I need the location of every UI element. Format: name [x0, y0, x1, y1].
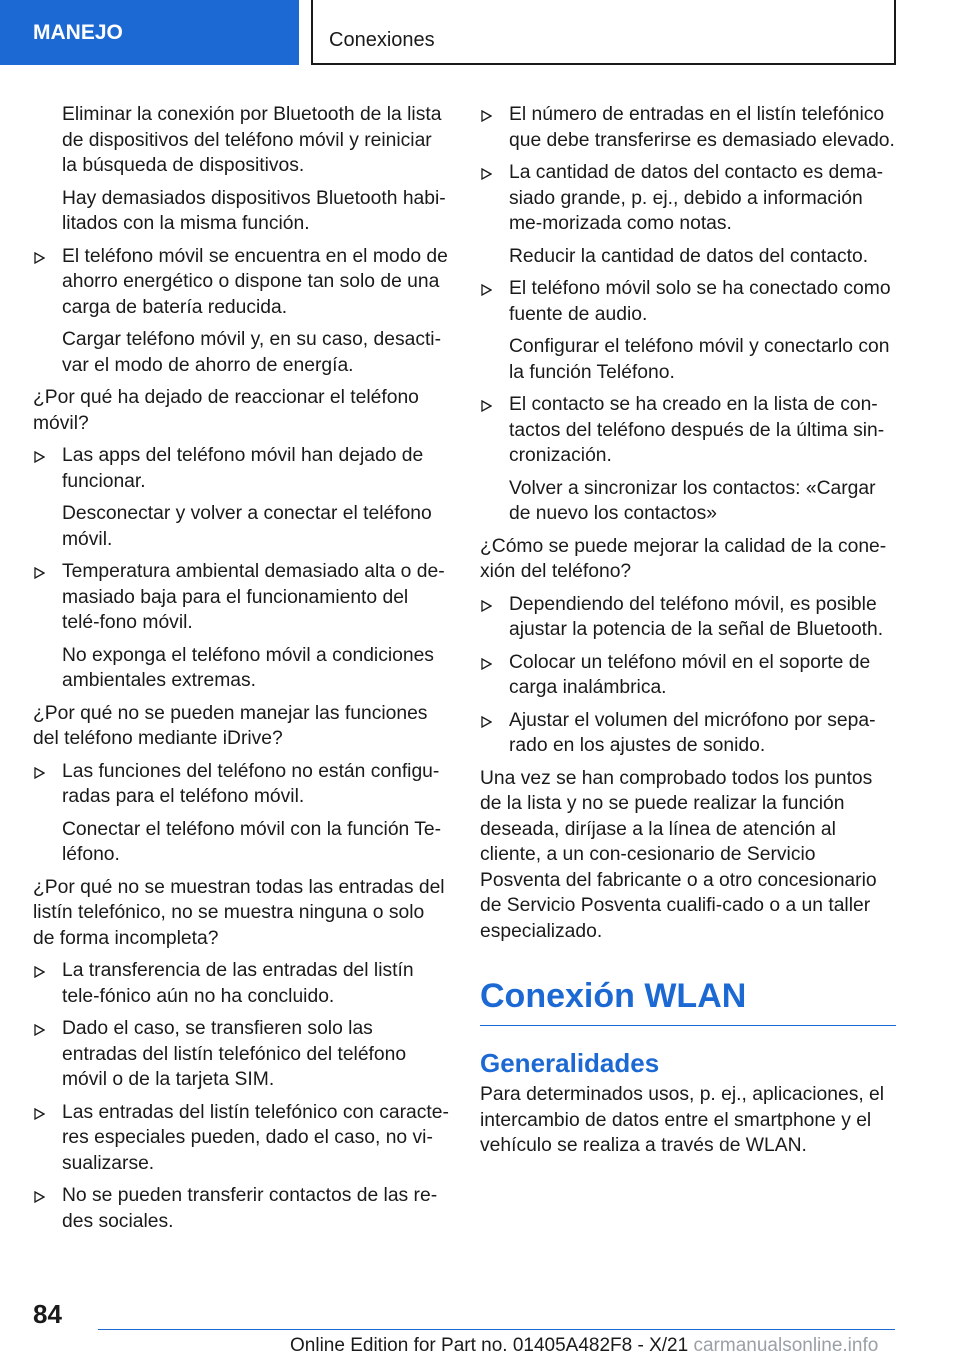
- page-number: 84: [33, 1299, 62, 1329]
- triangle-right-icon: [481, 392, 492, 412]
- bullet-item: [480, 102, 896, 153]
- triangle-right-icon: [34, 1016, 45, 1036]
- bullet-text: Colocar un teléfono móvil en el soporte de carga inalámbrica.: [509, 651, 871, 698]
- edition-text: Online Edition for Part no. 01405A482F8 - X/21: [290, 1335, 689, 1356]
- indented-paragraph: Configurar el teléfono móvil y conectarlo con la función Teléfono.: [509, 336, 890, 383]
- footer: [290, 1335, 878, 1357]
- paragraph: Una vez se han comprobado todos los puntos de la lista y no se puede realizar la función deseada, diríjase a la línea de atención al cliente, a un con-cesionario de Servicio Posventa del fabricante o a otro concesionario de Servicio Posventa cualifi-cado o a un taller especializado.: [480, 767, 877, 942]
- bullet-item: [480, 650, 896, 701]
- triangle-right-icon: [481, 276, 492, 296]
- bullet-text: El teléfono móvil solo se ha conectado como fuente de audio.: [509, 278, 891, 325]
- indented-paragraph: Desconectar y volver a conectar el teléfono móvil.: [62, 503, 432, 550]
- triangle-right-icon: [34, 443, 45, 463]
- indented-paragraph: Reducir la cantidad de datos del contacto.: [509, 245, 869, 267]
- triangle-right-icon: [481, 708, 492, 728]
- triangle-right-icon: [34, 1100, 45, 1120]
- bullet-text: Dependiendo del teléfono móvil, es posible ajustar la potencia de la señal de Bluetooth.: [509, 593, 884, 640]
- bullet-text: Las funciones del teléfono no están configu-radas para el teléfono móvil.: [62, 760, 440, 807]
- indented-paragraph: Hay demasiados dispositivos Bluetooth habi-litados con la misma función.: [62, 187, 446, 234]
- bullet-item: [33, 1016, 449, 1093]
- paragraph: ¿Por qué no se pueden manejar las funciones del teléfono mediante iDrive?: [33, 702, 428, 749]
- indented-paragraph: Volver a sincronizar los contactos: «Cargar de nuevo los contactos»: [509, 477, 876, 524]
- bullet-item: [480, 160, 896, 237]
- bullet-item: [33, 1100, 449, 1177]
- bullet-item: [480, 708, 896, 759]
- triangle-right-icon: [481, 102, 492, 122]
- chapter-title: Conexiones: [329, 29, 435, 51]
- paragraph: ¿Por qué ha dejado de reaccionar el teléfono móvil?: [33, 387, 419, 434]
- triangle-right-icon: [34, 559, 45, 579]
- paragraph: ¿Por qué no se muestran todas las entradas del listín telefónico, no se muestra ninguna o solo de forma incompleta?: [33, 876, 445, 949]
- paragraph: ¿Cómo se puede mejorar la calidad de la cone-xión del teléfono?: [480, 535, 887, 582]
- indented-paragraph: No exponga el teléfono móvil a condiciones ambientales extremas.: [62, 644, 434, 691]
- triangle-right-icon: [481, 160, 492, 180]
- bullet-item: [33, 759, 449, 810]
- bullet-text: Temperatura ambiental demasiado alta o de-masiado baja para el funcionamiento del telé-fono móvil.: [62, 561, 445, 633]
- subsection-heading: Generalidades: [480, 1048, 660, 1078]
- bullet-item: [480, 392, 896, 469]
- bullet-text: La cantidad de datos del contacto es dema-siado grande, p. ej., debido a información me-morizada como notas.: [509, 162, 884, 234]
- bullet-item: [33, 958, 449, 1009]
- left-column: [33, 102, 449, 1241]
- bullet-text: El contacto se ha creado en la lista de con-tactos del teléfono después de la última sin-cronización.: [509, 394, 885, 466]
- bullet-text: La transferencia de las entradas del listín tele-fónico aún no ha concluido.: [62, 960, 414, 1007]
- triangle-right-icon: [34, 759, 45, 779]
- bullet-item: [480, 592, 896, 643]
- bullet-item: [33, 559, 449, 636]
- section-heading: Conexión WLAN: [480, 976, 896, 1026]
- section-title: MANEJO: [33, 21, 123, 44]
- bullet-item: [33, 244, 449, 321]
- bullet-text: Las apps del teléfono móvil han dejado de funcionar.: [62, 445, 424, 492]
- bullet-text: El teléfono móvil se encuentra en el modo de ahorro energético o dispone tan solo de una carga de batería reducida.: [62, 245, 448, 318]
- bullet-text: Las entradas del listín telefónico con caracte-res especiales pueden, dado el caso, no vi-sualizarse.: [62, 1101, 449, 1174]
- paragraph: Para determinados usos, p. ej., aplicaciones, el intercambio de datos entre el smartphone y el vehículo se realiza a través de WLAN.: [480, 1084, 885, 1156]
- triangle-right-icon: [34, 244, 45, 264]
- bullet-text: Dado el caso, se transfieren solo las entradas del listín telefónico del teléfono móvil o de la tarjeta SIM.: [62, 1018, 407, 1090]
- bullet-text: Ajustar el volumen del micrófono por sepa-rado en los ajustes de sonido.: [509, 709, 876, 756]
- bullet-text: No se pueden transferir contactos de las re-des sociales.: [62, 1185, 438, 1232]
- section-tab: [0, 0, 299, 65]
- right-column: [480, 102, 896, 1166]
- bullet-item: [33, 1183, 449, 1234]
- watermark: carmanualsonline.info: [693, 1335, 879, 1356]
- bullet-item: [480, 276, 896, 327]
- triangle-right-icon: [481, 592, 492, 612]
- bullet-text: El número de entradas en el listín telefónico que debe transferirse es demasiado elevado.: [509, 104, 895, 151]
- triangle-right-icon: [34, 1183, 45, 1203]
- chapter-header: [311, 0, 896, 65]
- triangle-right-icon: [34, 958, 45, 978]
- indented-paragraph: Cargar teléfono móvil y, en su caso, desacti-var el modo de ahorro de energía.: [62, 329, 442, 376]
- bullet-item: [33, 443, 449, 494]
- triangle-right-icon: [481, 650, 492, 670]
- footer-rule: [98, 1329, 895, 1330]
- indented-paragraph: Eliminar la conexión por Bluetooth de la lista de dispositivos del teléfono móvil y reiniciar la búsqueda de dispositivos.: [62, 104, 442, 176]
- indented-paragraph: Conectar el teléfono móvil con la función Te-léfono.: [62, 818, 442, 865]
